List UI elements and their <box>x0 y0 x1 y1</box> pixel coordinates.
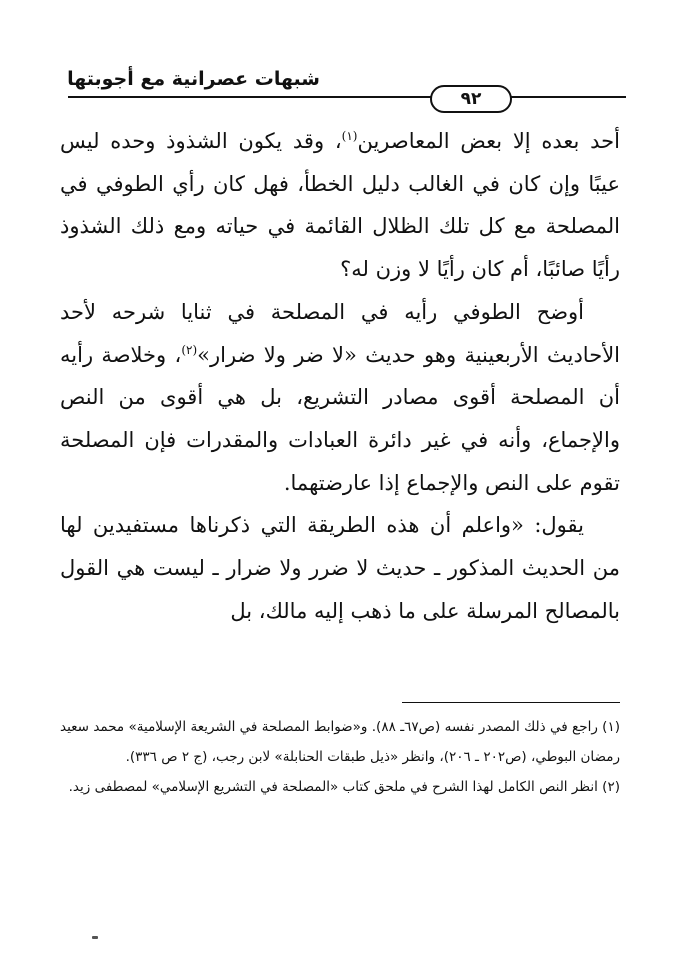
footnote-1: (١) راجع في ذلك المصدر نفسه (ص٦٧ـ ٨٨). و«ضوابط المصلحة في الشريعة الإسلامية» محمد سعيد رمضان البوطي، (ص٢٠٢ ـ ٢٠٦)، وانظر «ذيل طبقات الحنابلة» لابن رجب، (ج ٢ ص ٣٣٦). <box>60 719 620 765</box>
footnote-ref-1[interactable]: (١) <box>341 129 358 143</box>
paragraph-2-text-b: ، وخلاصة رأيه أن المصلحة أقوى مصادر التشريع، بل هي أقوى من النص والإجماع، وأنه في غير دائرة العبادات والمقدرات فإن المصلحة تقوم على النص والإجماع إذا عارضتهما. <box>60 342 620 495</box>
page-number-badge <box>430 85 512 113</box>
page-number: ٩٢ <box>460 89 482 109</box>
running-header-title: شبهات عصرانية مع أجوبتها <box>67 68 320 90</box>
paragraph-3: يقول: «واعلم أن هذه الطريقة التي ذكرناها مستفيدين لها من الحديث المذكور ـ حديث لا ضرر ولا ضرار ـ ليست هي القول بالمصالح المرسلة على ما ذهب إليه مالك، بل <box>60 513 620 623</box>
paragraph-1-text-a: أحد بعده إلا بعض المعاصرين <box>357 129 620 153</box>
paragraph-1 <box>60 120 620 291</box>
paragraph-2-text-a: أوضح الطوفي رأيه في المصلحة في ثنايا شرحه لأحد الأحاديث الأربعينية وهو حديث «لا ضر ولا ضرار» <box>60 299 621 367</box>
paragraph-2 <box>60 291 620 505</box>
main-text <box>60 120 620 632</box>
footnotes <box>60 712 620 802</box>
footnote-2: (٢) انظر النص الكامل لهذا الشرح في ملحق كتاب «المصلحة في التشريع الإسلامي» لمصطفى زيد. <box>68 779 620 795</box>
paragraph-1-text-b: ، وقد يكون الشذوذ وحده ليس عيبًا وإن كان في الغالب دليل الخطأ، فهل كان رأي الطوفي في المصلحة مع كل تلك الظلال القائمة في حياته ومع ذلك الشذوذ رأيًا صائبًا، أم كان رأيًا لا وزن له؟ <box>60 129 620 282</box>
footnote-separator <box>402 702 620 703</box>
header-rule <box>68 96 626 98</box>
footnote-ref-2[interactable]: (٢) <box>181 342 198 357</box>
scan-speck <box>92 936 98 939</box>
